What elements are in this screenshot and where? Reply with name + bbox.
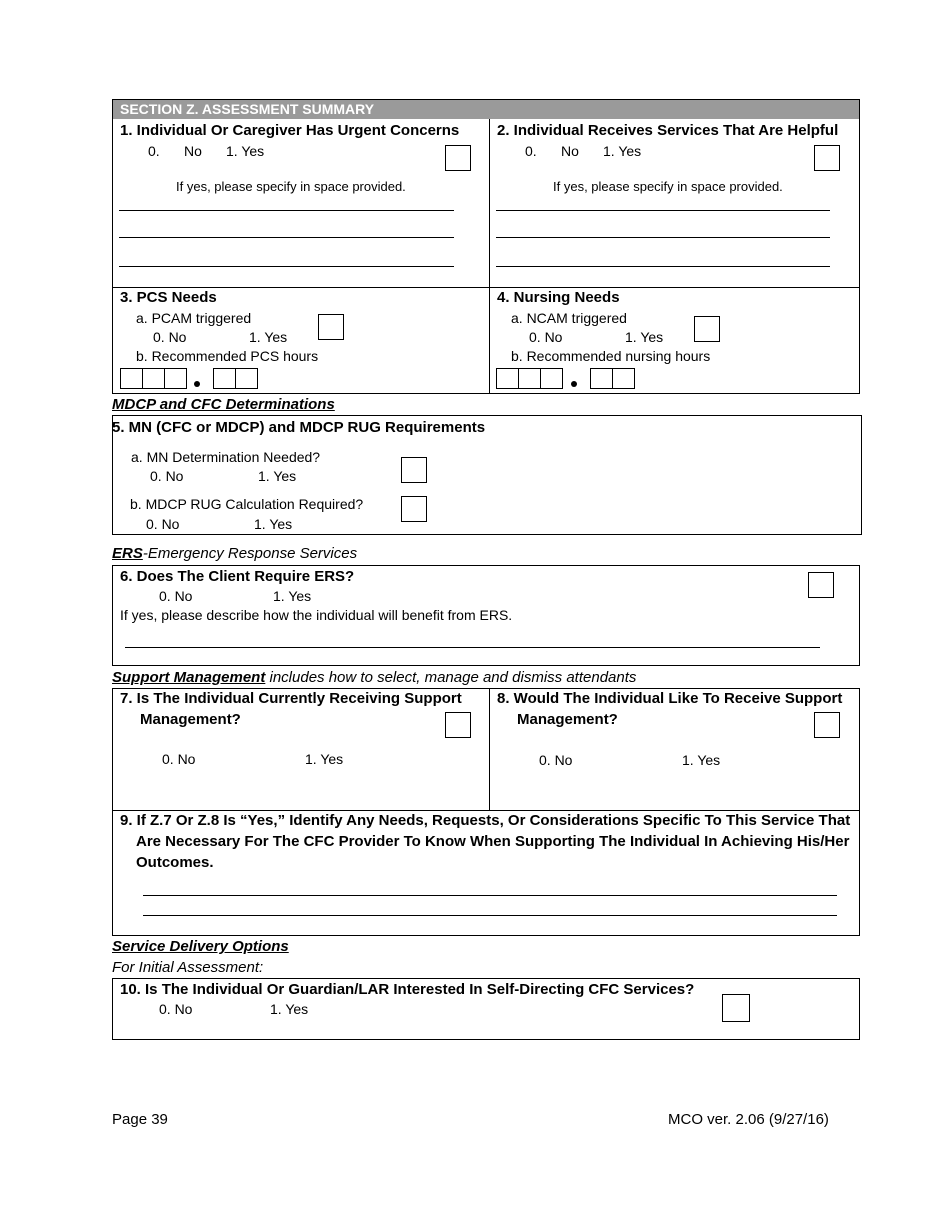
q2-answer-line[interactable]	[496, 237, 830, 238]
q8-option-yes: 1. Yes	[682, 752, 721, 768]
q1-option-no: No	[184, 143, 202, 159]
q5-rug-option-no: 0. No	[146, 516, 180, 532]
q7-option-yes: 1. Yes	[305, 751, 344, 767]
section-header: SECTION Z. ASSESSMENT SUMMARY	[112, 99, 860, 119]
q4-option-yes: 1. Yes	[625, 329, 664, 345]
q9-answer-line[interactable]	[143, 915, 837, 916]
q9-answer-line[interactable]	[143, 895, 837, 896]
q4-hours-decimal-digit[interactable]	[590, 368, 613, 389]
q6-option-yes: 1. Yes	[273, 588, 312, 604]
q8-checkbox[interactable]	[814, 712, 840, 738]
q2-answer-line[interactable]	[496, 210, 830, 211]
q7-title-line1: 7. Is The Individual Currently Receiving Support	[120, 690, 462, 707]
q3-hours-label: b. Recommended PCS hours	[136, 348, 319, 364]
support-heading-bold: Support Management	[112, 669, 266, 686]
q4-decimal-point	[571, 381, 577, 387]
footer-page-number: Page 39	[112, 1111, 168, 1128]
q2-specify-instruction: If yes, please specify in space provided.	[553, 179, 783, 194]
q5-rug-checkbox[interactable]	[401, 496, 427, 522]
footer-version: MCO ver. 2.06 (9/27/16)	[668, 1111, 829, 1128]
q2-checkbox[interactable]	[814, 145, 840, 171]
ers-heading-text: -Emergency Response Services	[142, 545, 358, 562]
q7-option-no: 0. No	[162, 751, 196, 767]
q10-option-yes: 1. Yes	[270, 1001, 309, 1017]
q7-checkbox[interactable]	[445, 712, 471, 738]
q3-pcam-checkbox[interactable]	[318, 314, 344, 340]
q3-hours-decimal-digit[interactable]	[235, 368, 258, 389]
q1-specify-instruction: If yes, please specify in space provided.	[176, 179, 406, 194]
q8-option-no: 0. No	[539, 752, 573, 768]
q6-checkbox[interactable]	[808, 572, 834, 598]
q8-title-line2: Management?	[517, 711, 618, 728]
q5-rug-option-yes: 1. Yes	[254, 516, 293, 532]
q2-option-no-num: 0.	[525, 143, 537, 159]
q3-title: 3. PCS Needs	[120, 289, 217, 306]
q3-decimal-point	[194, 381, 200, 387]
q5-mn-option-no: 0. No	[150, 468, 184, 484]
q7-title-line2: Management?	[140, 711, 241, 728]
ers-heading-abbr: ERS	[112, 545, 143, 562]
q3-option-yes: 1. Yes	[249, 329, 288, 345]
q4-hours-digit[interactable]	[496, 368, 519, 389]
q2-title: 2. Individual Receives Services That Are Helpful	[497, 122, 839, 139]
q9-title-line1: 9. If Z.7 Or Z.8 Is “Yes,” Identify Any Needs, Requests, Or Considerations Specific To This Service That	[120, 812, 851, 829]
q6-title: 6. Does The Client Require ERS?	[120, 568, 355, 585]
q1-answer-line[interactable]	[119, 237, 454, 238]
q4-hours-digit[interactable]	[540, 368, 563, 389]
q4-option-no: 0. No	[529, 329, 563, 345]
q6-answer-line[interactable]	[125, 647, 820, 648]
q3-option-no: 0. No	[153, 329, 187, 345]
q10-checkbox[interactable]	[722, 994, 750, 1022]
q5-mn-checkbox[interactable]	[401, 457, 427, 483]
q4-hours-digit[interactable]	[518, 368, 541, 389]
service-delivery-heading: Service Delivery Options	[112, 938, 289, 955]
q3-hours-digit[interactable]	[142, 368, 165, 389]
q1-option-no-num: 0.	[148, 143, 160, 159]
q4-hours-label: b. Recommended nursing hours	[511, 348, 711, 364]
q2-answer-line[interactable]	[496, 266, 830, 267]
q9-title-line2: Are Necessary For The CFC Provider To Know When Supporting The Individual In Achieving His/Her	[136, 833, 850, 850]
q4-ncam-label: a. NCAM triggered	[511, 310, 627, 326]
ers-heading	[112, 545, 357, 562]
q4-hours-decimal-digit[interactable]	[612, 368, 635, 389]
q8-title-line1: 8. Would The Individual Like To Receive Support	[497, 690, 843, 707]
mdcp-heading: MDCP and CFC Determinations	[112, 396, 335, 413]
q3-hours-digit[interactable]	[164, 368, 187, 389]
q5-title: 5. MN (CFC or MDCP) and MDCP RUG Requirements	[112, 419, 486, 436]
q4-ncam-checkbox[interactable]	[694, 316, 720, 342]
initial-assessment-label: For Initial Assessment:	[112, 959, 264, 976]
q4-title: 4. Nursing Needs	[497, 289, 620, 306]
q2-option-yes: 1. Yes	[603, 143, 642, 159]
q10-option-no: 0. No	[159, 1001, 193, 1017]
q3-hours-digit[interactable]	[120, 368, 143, 389]
q5-mn-option-yes: 1. Yes	[258, 468, 297, 484]
q2-option-no: No	[561, 143, 579, 159]
q6-describe-instruction: If yes, please describe how the individual will benefit from ERS.	[120, 607, 513, 623]
support-heading	[112, 669, 636, 686]
q6-option-no: 0. No	[159, 588, 193, 604]
q5-mn-label: a. MN Determination Needed?	[131, 449, 321, 465]
q3-hours-decimal-digit[interactable]	[213, 368, 236, 389]
q3-pcam-label: a. PCAM triggered	[136, 310, 252, 326]
q1-title: 1. Individual Or Caregiver Has Urgent Concerns	[120, 122, 460, 139]
q1-answer-line[interactable]	[119, 210, 454, 211]
q1-answer-line[interactable]	[119, 266, 454, 267]
q5-rug-label: b. MDCP RUG Calculation Required?	[130, 496, 364, 512]
q1-checkbox[interactable]	[445, 145, 471, 171]
q10-title: 10. Is The Individual Or Guardian/LAR Interested In Self-Directing CFC Services?	[120, 981, 695, 998]
support-heading-text: includes how to select, manage and dismiss attendants	[265, 669, 637, 686]
q9-title-line3: Outcomes.	[136, 854, 214, 871]
q1-option-yes: 1. Yes	[226, 143, 265, 159]
